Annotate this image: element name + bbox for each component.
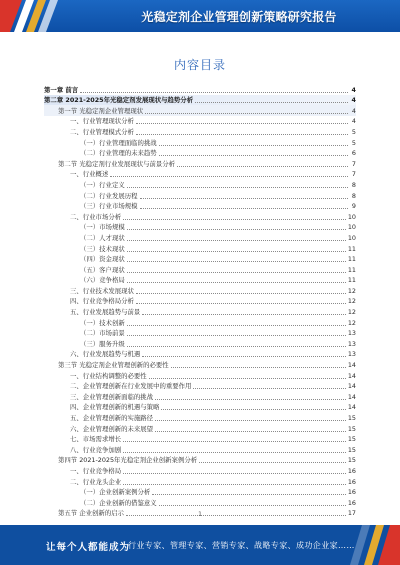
footer-tagline: 行业专家、管理专家、营销专家、战略专家、成功企业家…… <box>128 541 355 550</box>
toc-entry-page: 13 <box>347 339 356 348</box>
toc-entry-page: 10 <box>347 233 356 242</box>
toc-entry[interactable] <box>44 84 356 95</box>
toc-entry-title: （六）竞争格局 <box>80 276 125 285</box>
toc-leader-dots <box>155 423 346 432</box>
toc-entry[interactable] <box>44 285 356 296</box>
toc-entry-title: 二、企业管理创新在行业发展中的重要作用 <box>70 382 192 391</box>
toc-entry[interactable] <box>44 116 356 127</box>
toc-entry-page: 17 <box>347 509 356 518</box>
toc-entry-title: （五）客户现状 <box>80 265 125 274</box>
toc-entry[interactable] <box>44 254 356 265</box>
toc-leader-dots <box>161 401 345 410</box>
toc-entry-page: 14 <box>347 382 356 391</box>
toc-entry[interactable] <box>44 497 356 508</box>
toc-entry-page: 11 <box>347 276 356 285</box>
toc-entry-title: （四）资金现状 <box>80 255 125 264</box>
toc-entry-title: 第四节 2021-2025年光稳定剂企业创新案例分析 <box>58 456 198 465</box>
toc-entry-title: 第三节 光稳定剂企业管理创新的必要性 <box>58 361 169 370</box>
toc-entry-title: （一）技术创新 <box>80 318 125 327</box>
toc-leader-dots <box>110 168 348 177</box>
toc-entry[interactable] <box>44 296 356 307</box>
toc-entry-title: 第五节 企业创新的启示 <box>58 509 124 518</box>
toc-leader-dots <box>136 295 346 304</box>
toc-entry-page: 7 <box>351 170 356 179</box>
toc-leader-dots <box>127 221 346 230</box>
toc-entry-page: 16 <box>347 498 356 507</box>
toc-entry-title: 二、行业市场分析 <box>70 212 122 221</box>
footer-slogan: 让每个人都能成为 <box>46 542 131 553</box>
toc-entry-title: 一、行业概述 <box>70 170 109 179</box>
toc-leader-dots <box>171 359 346 368</box>
toc-leader-dots <box>123 211 346 220</box>
toc-entry[interactable] <box>44 179 356 190</box>
toc-entry-title: （三）服务升级 <box>80 339 125 348</box>
toc-entry-page: 6 <box>351 149 356 158</box>
toc-leader-dots <box>127 274 346 283</box>
toc-entry[interactable] <box>44 455 356 466</box>
toc-entry-page: 16 <box>347 477 356 486</box>
toc-leader-dots <box>195 94 348 103</box>
toc-entry[interactable] <box>44 402 356 413</box>
toc-entry-page: 16 <box>347 488 356 497</box>
toc-entry[interactable] <box>44 434 356 445</box>
toc-entry[interactable] <box>44 444 356 455</box>
toc-entry-title: （二）行业管理的未来趋势 <box>80 149 157 158</box>
toc-leader-dots <box>136 126 348 135</box>
toc-entry-title: 六、企业管理创新的未来展望 <box>70 424 154 433</box>
toc-entry[interactable] <box>44 465 356 476</box>
toc-entry[interactable] <box>44 338 356 349</box>
toc-entry[interactable] <box>44 328 356 339</box>
toc-leader-dots <box>127 253 346 262</box>
header-stripe-decoration <box>0 0 74 32</box>
toc-entry-page: 8 <box>351 191 356 200</box>
toc-entry-title: 二、行业龙头企业 <box>70 477 122 486</box>
toc-leader-dots <box>80 84 348 93</box>
toc-entry-title: （一）市场规模 <box>80 223 125 232</box>
toc-leader-dots <box>159 147 348 156</box>
toc-leader-dots <box>136 285 346 294</box>
toc-entry[interactable] <box>44 370 356 381</box>
toc-leader-dots <box>159 137 348 146</box>
toc-entry[interactable] <box>44 105 356 116</box>
toc-entry-page: 15 <box>347 414 356 422</box>
toc-entry-page: 7 <box>351 159 356 168</box>
toc-entry-page: 5 <box>351 127 356 136</box>
toc-entry[interactable] <box>44 243 356 254</box>
toc-entry-title: （二）行业发展历程 <box>80 191 138 200</box>
toc-entry-page: 4 <box>351 117 356 126</box>
page-number: 1 <box>198 511 202 518</box>
toc-entry-page: 9 <box>351 202 356 211</box>
toc-entry[interactable] <box>44 222 356 233</box>
toc-leader-dots <box>127 179 348 188</box>
toc-entry-title: 七、市场需求增长 <box>70 435 122 444</box>
toc-entry-title: 第二章 2021-2025年光稳定剂发展现状与趋势分析 <box>44 96 194 105</box>
toc-leader-dots <box>193 380 345 389</box>
toc-entry-page: 4 <box>351 106 356 115</box>
toc-leader-dots <box>123 476 346 485</box>
toc-entry[interactable] <box>44 169 356 180</box>
toc-entry-page: 15 <box>347 435 356 444</box>
toc-entry-title: 三、企业管理创新面临的挑战 <box>70 392 154 401</box>
toc-entry-page: 4 <box>351 85 356 94</box>
toc-entry-title: （三）技术现状 <box>80 244 125 253</box>
toc-entry-title: 三、行业技术发展现状 <box>70 286 134 295</box>
toc-leader-dots <box>155 391 346 400</box>
table-of-contents <box>44 84 356 518</box>
toc-leader-dots <box>123 433 346 442</box>
toc-entry[interactable] <box>44 275 356 286</box>
toc-entry-page: 12 <box>347 286 356 295</box>
toc-leader-dots <box>123 444 346 453</box>
toc-entry-title: （一）行业管理面临的挑战 <box>80 138 157 147</box>
toc-entry-page: 14 <box>347 361 356 370</box>
toc-entry[interactable] <box>44 158 356 169</box>
toc-entry-page: 14 <box>347 371 356 380</box>
toc-entry-title: 四、企业管理创新的机遇与策略 <box>70 403 160 412</box>
toc-entry-page: 15 <box>347 445 356 454</box>
toc-entry-page: 16 <box>347 466 356 475</box>
toc-leader-dots <box>140 190 348 199</box>
toc-leader-dots <box>142 306 346 315</box>
toc-entry[interactable] <box>44 476 356 487</box>
toc-entry[interactable] <box>44 95 356 106</box>
toc-entry-title: 二、行业管理模式分析 <box>70 127 134 136</box>
toc-leader-dots <box>127 338 346 347</box>
toc-entry-page: 13 <box>347 350 356 359</box>
toc-leader-dots <box>152 486 346 495</box>
toc-leader-dots <box>177 158 348 167</box>
toc-entry-page: 4 <box>351 96 356 105</box>
toc-entry[interactable] <box>44 423 356 434</box>
toc-leader-dots <box>127 264 346 273</box>
toc-entry-title: 第一章 前言 <box>44 85 79 94</box>
toc-entry-page: 12 <box>347 308 356 317</box>
toc-leader-dots <box>140 200 348 209</box>
toc-entry[interactable] <box>44 306 356 317</box>
toc-leader-dots <box>127 243 346 252</box>
toc-entry-title: 一、行业结构调整的必要性 <box>70 371 147 380</box>
toc-entry-page: 11 <box>347 244 356 253</box>
toc-entry[interactable] <box>44 381 356 392</box>
footer-banner <box>0 525 400 565</box>
toc-entry-page: 12 <box>347 297 356 306</box>
toc-entry[interactable] <box>44 391 356 402</box>
report-title: 光稳定剂企业管理创新策略研究报告 <box>141 10 337 24</box>
toc-leader-dots <box>142 348 346 357</box>
toc-leader-dots <box>127 317 346 326</box>
header-banner <box>0 0 400 32</box>
toc-entry-page: 11 <box>347 265 356 274</box>
toc-leader-dots <box>127 232 346 241</box>
toc-entry-title: 第二节 光稳定剂行业发展现状与前景分析 <box>58 159 176 168</box>
toc-leader-dots <box>123 465 346 474</box>
toc-leader-dots <box>155 412 346 421</box>
toc-entry[interactable] <box>44 201 356 212</box>
toc-entry-title: 第一节 光稳定剂企业管理现状 <box>58 106 144 115</box>
toc-entry-page: 14 <box>347 403 356 412</box>
toc-entry[interactable] <box>44 359 356 370</box>
toc-entry-title: 四、行业竞争格局分析 <box>70 297 134 306</box>
toc-entry-page: 15 <box>347 456 356 465</box>
toc-leader-dots <box>145 105 348 114</box>
toc-entry-title: （三）行业市场规模 <box>80 202 138 211</box>
toc-entry[interactable] <box>44 211 356 222</box>
toc-entry-title: （二）市场前景 <box>80 329 125 338</box>
toc-entry-page: 11 <box>347 255 356 264</box>
toc-leader-dots <box>199 454 346 463</box>
toc-entry[interactable] <box>44 190 356 201</box>
toc-entry[interactable] <box>44 317 356 328</box>
toc-entry-title: （二）企业创新的借鉴意义 <box>80 498 157 507</box>
toc-entry-title: （一）企业创新案例分析 <box>80 488 151 497</box>
toc-entry[interactable] <box>44 349 356 360</box>
toc-leader-dots <box>149 370 346 379</box>
toc-entry-page: 15 <box>347 424 356 433</box>
toc-entry-page: 14 <box>347 392 356 401</box>
toc-entry-page: 12 <box>347 318 356 327</box>
toc-entry-page: 10 <box>347 223 356 232</box>
footer-stripe-decoration <box>330 525 400 565</box>
toc-heading: 内容目录 <box>173 58 226 72</box>
toc-entry-title: 一、行业竞争格局 <box>70 466 122 475</box>
toc-entry-title: 八、行业竞争加剧 <box>70 445 122 454</box>
toc-entry[interactable] <box>44 264 356 275</box>
toc-entry-page: 13 <box>347 329 356 338</box>
toc-entry-title: 五、企业管理创新的实施路径 <box>70 414 154 422</box>
toc-entry-page: 10 <box>347 212 356 221</box>
toc-entry-page: 8 <box>351 180 356 189</box>
toc-entry[interactable] <box>44 232 356 243</box>
toc-entry[interactable] <box>44 126 356 137</box>
toc-leader-dots <box>136 115 348 124</box>
toc-entry[interactable] <box>44 137 356 148</box>
toc-entry-title: 一、行业管理现状分析 <box>70 117 134 126</box>
toc-entry-title: （二）人才现状 <box>80 233 125 242</box>
toc-leader-dots <box>159 497 346 506</box>
toc-entry[interactable] <box>44 148 356 159</box>
toc-entry-page: 5 <box>351 138 356 147</box>
toc-entry[interactable] <box>44 487 356 498</box>
toc-leader-dots <box>127 327 346 336</box>
toc-entry-title: （一）行业定义 <box>80 180 125 189</box>
toc-entry-title: 五、行业发展趋势与前景 <box>70 308 141 317</box>
toc-entry[interactable] <box>44 412 356 423</box>
toc-entry-title: 六、行业发展趋势与机遇 <box>70 350 141 359</box>
